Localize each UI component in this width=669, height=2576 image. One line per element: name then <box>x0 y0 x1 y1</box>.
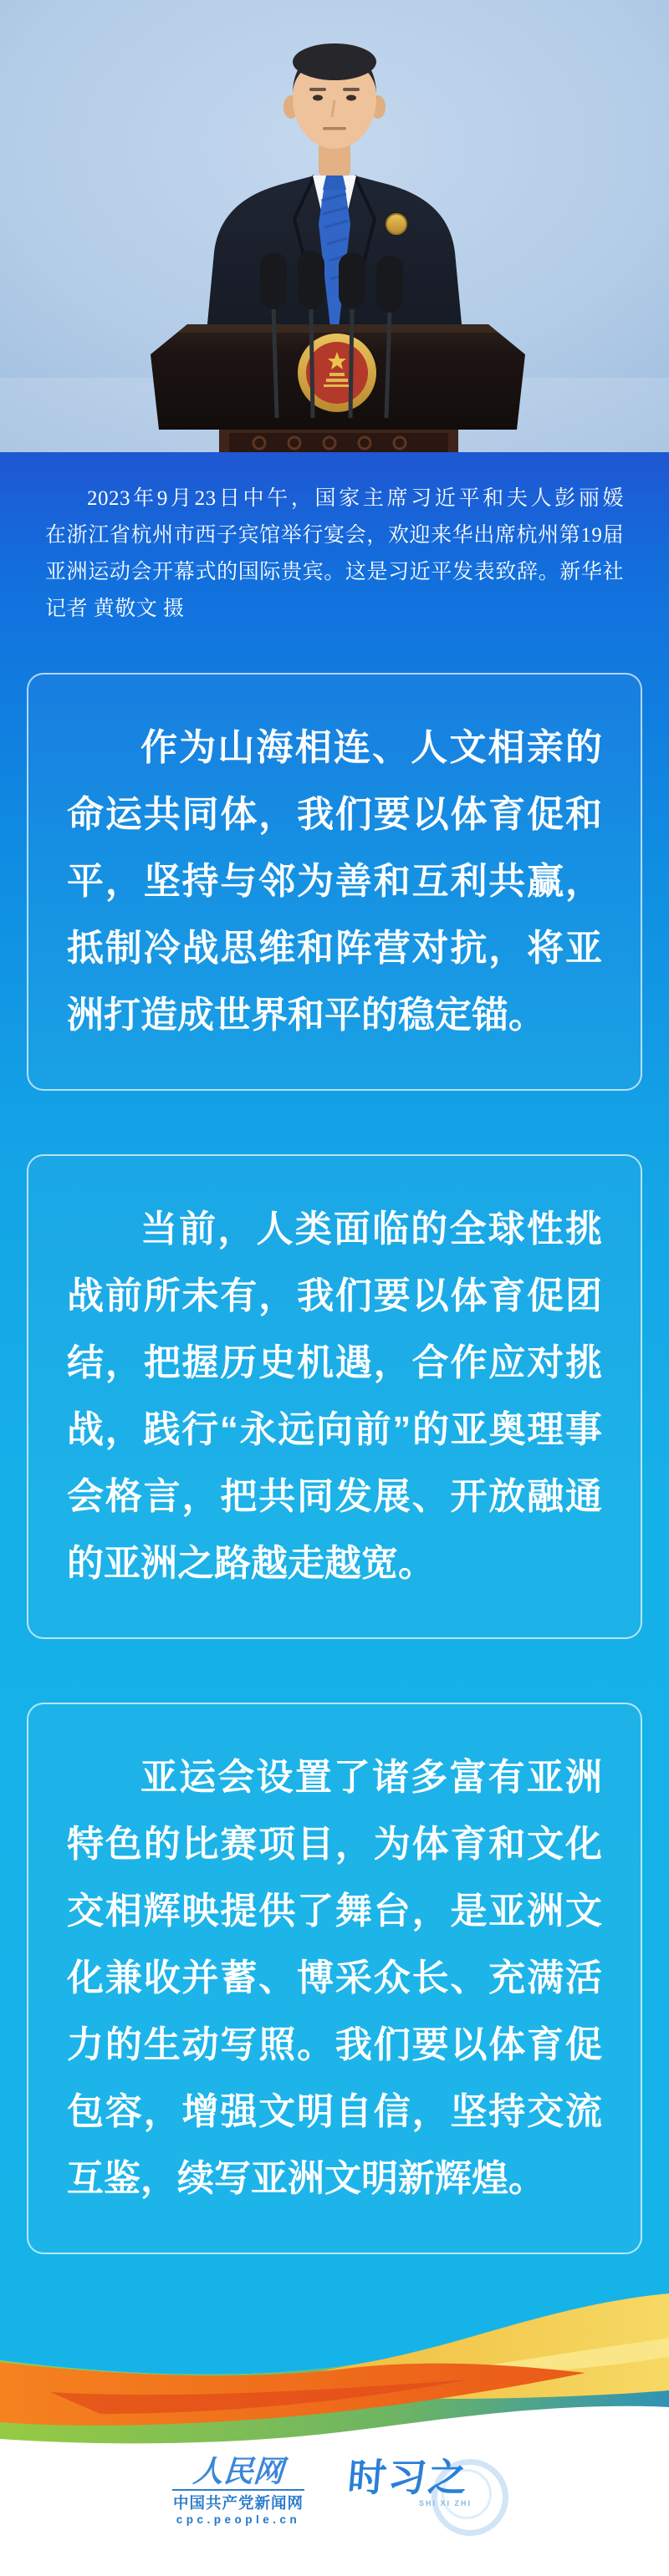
cpc-news-url: cpc.people.cn <box>176 2513 301 2526</box>
footer <box>0 2258 669 2576</box>
lapel-badge <box>386 214 406 234</box>
quote-text-2: 当前，人类面临的全球性挑战前所未有，我们要以体育促团结，把握历史机遇，合作应对挑战，践行“永远向前”的亚奥理事会格言，把共同发展、开放融通的亚洲之路越走越宽。 <box>67 1209 602 1584</box>
footer-logos <box>0 2456 669 2539</box>
peoples-daily-underline <box>172 2489 304 2491</box>
cpc-news-site-name: 中国共产党新闻网 <box>172 2494 304 2512</box>
quote-text-3: 亚运会设置了诸多富有亚洲特色的比赛项目，为体育和文化交相辉映提供了舞台，是亚洲文化兼收并蓄、博采众长、充满活力的生动写照。我们要以体育促包容，增强文明自信，坚持交流互鉴，续写亚洲文明新辉煌。 <box>67 1757 602 2199</box>
caption-line: 记者 黄敬文 摄 <box>45 598 185 620</box>
shixizhi-subtitle: SHI XI ZHI <box>418 2499 472 2507</box>
photo-xi-speech <box>0 0 669 452</box>
caption-line: 亚洲运动会开幕式的国际贵宾。这是习近平发表致辞。新华社 <box>45 561 624 583</box>
quote-card-2 <box>27 1154 642 1639</box>
quote-card-1 <box>27 673 642 1091</box>
quote-text-1: 作为山海相连、人文相亲的命运共同体，我们要以体育促和平，坚持与邻为善和互利共赢，抵制冷战思维和阵营对抗，将亚洲打造成世界和平的稳定锚。 <box>67 727 602 1036</box>
peoples-daily-wordmark: 人民网 <box>192 2455 285 2488</box>
shixizhi-wordmark: 时习之 <box>345 2456 471 2499</box>
shixizhi-logo[interactable] <box>345 2456 497 2539</box>
photo-caption <box>0 452 669 628</box>
quote-card-3 <box>27 1703 642 2254</box>
peoples-daily-logo[interactable] <box>172 2456 304 2528</box>
caption-line: 2023年9月23日中午，国家主席习近平和夫人彭丽媛 <box>87 487 624 510</box>
content-area <box>0 452 669 2258</box>
caption-line: 在浙江省杭州市西子宾馆举行宴会，欢迎来华出席杭州第19届 <box>45 524 624 547</box>
photo-illustration <box>0 0 669 452</box>
national-emblem-icon <box>298 333 376 412</box>
